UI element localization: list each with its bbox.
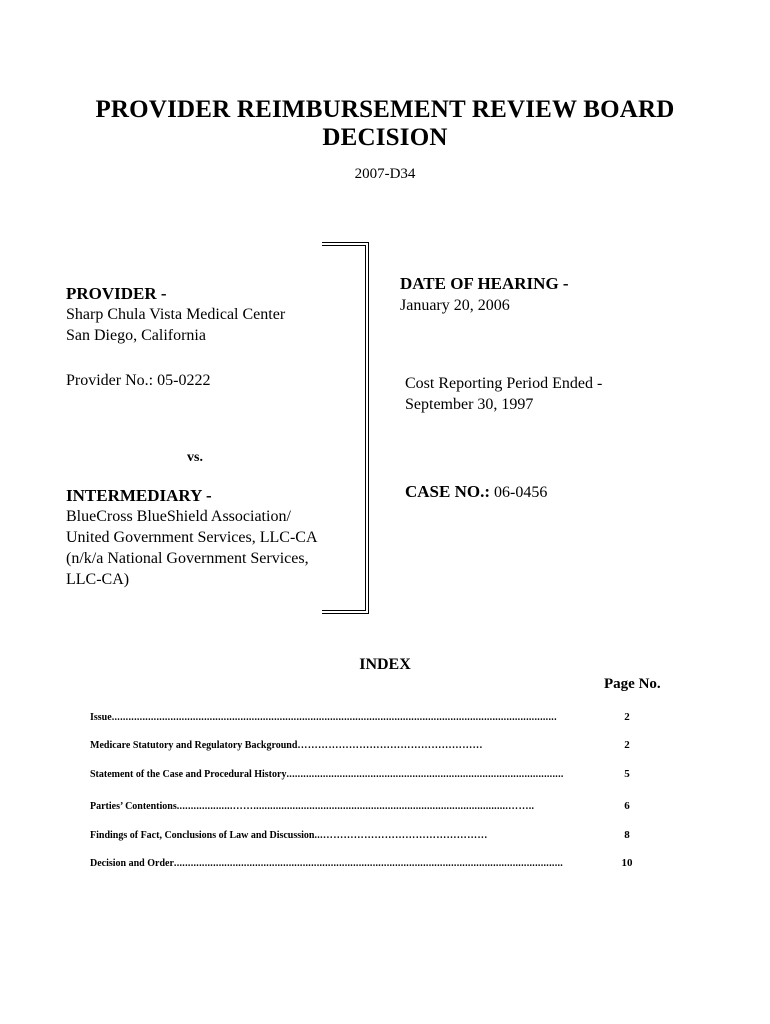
versus-text: vs.: [187, 450, 203, 465]
index-entry-label: Parties’ Contentions: [90, 801, 177, 812]
index-entry[interactable]: [90, 858, 570, 870]
index-entry-leader: ....................……...........................................................................................……..: [176, 801, 535, 812]
index-heading: INDEX: [359, 656, 411, 673]
index-entry[interactable]: [90, 830, 570, 842]
index-entry-label: Medicare Statutory and Regulatory Background: [90, 740, 298, 751]
intermediary-line: LLC-CA): [66, 571, 130, 588]
index-entry-leader: ...........................................................................................................................................: [173, 858, 564, 869]
intermediary-line: BlueCross BlueShield Association/: [66, 508, 291, 525]
index-entry-leader: ………………………………………………: [297, 740, 483, 751]
cost-period-section: [405, 373, 602, 415]
index-entry-label: Statement of the Case and Procedural History: [90, 769, 287, 780]
index-entry-page: 10: [621, 857, 633, 869]
hearing-label: DATE OF HEARING -: [400, 274, 569, 293]
index-entry-page: 2: [624, 739, 630, 751]
caption-bracket: [322, 242, 369, 616]
page-no-heading: Page No.: [604, 676, 661, 692]
index-entry-page: 8: [624, 829, 630, 841]
provider-number-label: Provider No.:: [66, 372, 154, 389]
intermediary-label: INTERMEDIARY -: [66, 486, 212, 505]
index-entry-label: Issue: [90, 712, 112, 723]
index-entry-page: 2: [624, 711, 630, 723]
hearing-date: January 20, 2006: [400, 297, 510, 314]
index-entry[interactable]: [90, 712, 570, 724]
case-label: CASE NO.:: [405, 482, 491, 501]
document-title-line2: DECISION: [322, 124, 448, 151]
hearing-section: [400, 273, 569, 316]
provider-label: PROVIDER -: [66, 284, 167, 303]
index-entry-label: Decision and Order: [90, 858, 174, 869]
index-entry[interactable]: [90, 740, 570, 752]
intermediary-section: [66, 486, 318, 590]
index-entry[interactable]: [90, 801, 570, 813]
index-entry-page: 5: [624, 768, 630, 780]
index-entry-leader: ...................................................................................................: [286, 769, 564, 780]
index-entry-page: 6: [624, 800, 630, 812]
provider-number: 05-0222: [157, 372, 211, 389]
index-entry-leader: ...…………………………………………: [314, 830, 488, 841]
cost-period-date: September 30, 1997: [405, 396, 534, 413]
case-number-line: [405, 481, 547, 503]
cost-period-label: Cost Reporting Period Ended -: [405, 375, 603, 392]
provider-section: [66, 284, 285, 346]
index-entry-leader: ...............................................................................................................................................................: [111, 712, 557, 723]
provider-name: Sharp Chula Vista Medical Center: [66, 306, 286, 323]
index-entry[interactable]: [90, 769, 570, 781]
intermediary-line: (n/k/a National Government Services,: [66, 550, 309, 567]
case-number: 06-0456: [494, 484, 548, 501]
index-entry-label: Findings of Fact, Conclusions of Law and Discussion: [90, 830, 315, 841]
intermediary-line: United Government Services, LLC-CA: [66, 529, 318, 546]
decision-number: 2007-D34: [354, 166, 416, 182]
provider-number-line: [66, 370, 210, 391]
document-title-line1: PROVIDER REIMBURSEMENT REVIEW BOARD: [95, 96, 675, 123]
provider-location: San Diego, California: [66, 327, 206, 344]
